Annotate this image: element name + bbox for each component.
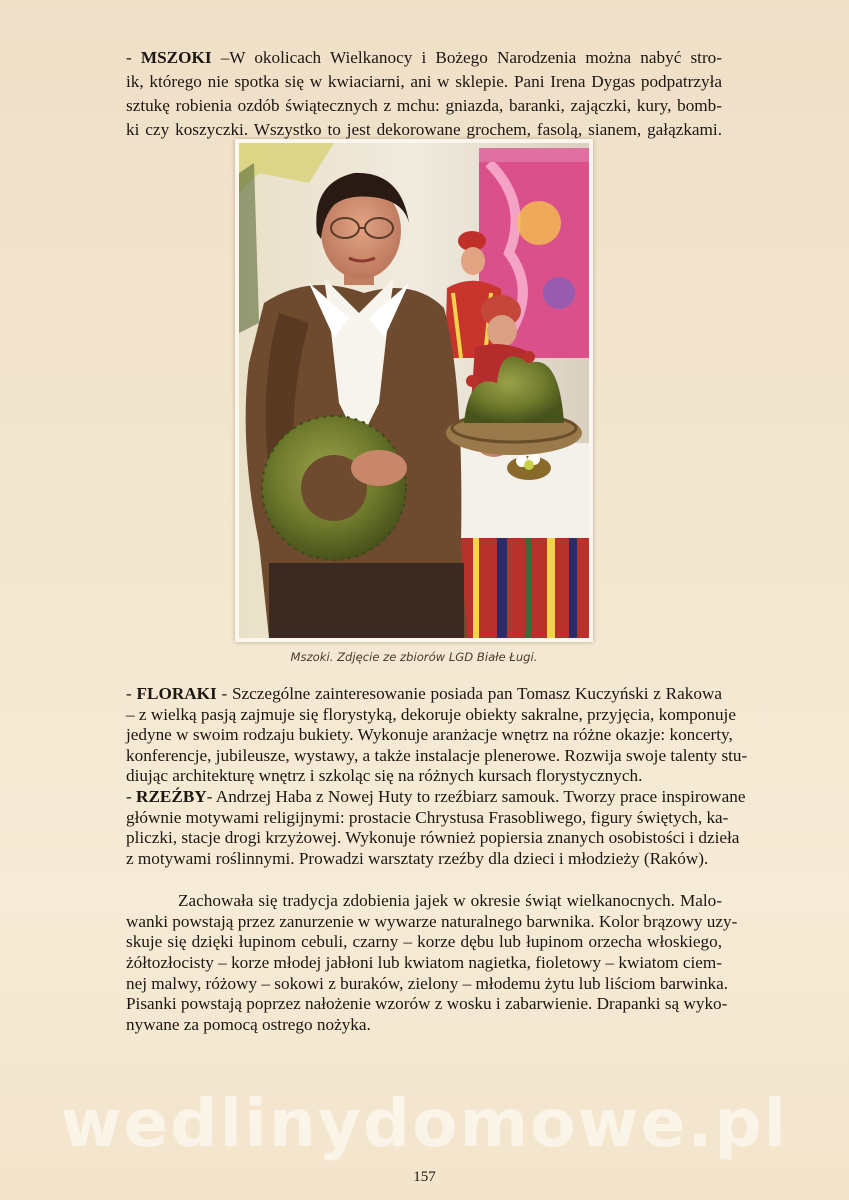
floraki-line-3: jedyne w swoim rodzaju bukiety. Wykonuje aranżacje wnętrz na różne okazje: koncerty, bbox=[126, 725, 733, 745]
rzezby-line-2: głównie motywami religijnymi: prostacie Chrystusa Frasobliwego, figury świętych, ka- bbox=[126, 807, 729, 827]
watermark: wedlinydomowe.pl bbox=[60, 1085, 789, 1162]
rzezby-line-1-text: - Andrzej Haba z Nowej Huty to rzeźbiarz samouk. Tworzy prace inspirowane bbox=[206, 786, 746, 806]
rzezby-line-1: - RZEŹBY- Andrzej Haba z Nowej Huty to rzeźbiarz samouk. Tworzy prace inspirowane bbox=[126, 786, 746, 806]
moss-wreath-icon bbox=[262, 416, 406, 560]
floraki-line-4: konferencje, jubileusze, wystawy, a także instalacje plenerowe. Rozwija swoje talenty stu- bbox=[126, 745, 748, 765]
floraki-line-5: diując architekturę wnętrz i szkoląc się na różnych kursach florystycznych. bbox=[126, 766, 643, 786]
floraki-heading: FLORAKI bbox=[136, 684, 217, 703]
mszoki-line-1-text: –W okolicach Wielkanocy i Bożego Narodzenia można nabyć stro- bbox=[220, 48, 722, 67]
easter-line-3: skuje się dzięki łupinom cebuli, czarny – korze dębu lub łupinom orzecha włoskiego, bbox=[126, 932, 722, 952]
rzezby-heading: RZEŹBY bbox=[136, 786, 207, 806]
photo-caption: Mszoki. Zdjęcie ze zbiorów LGD Białe Ługi. bbox=[290, 650, 538, 664]
easter-line-1: Zachowała się tradycja zdobienia jajek w okresie świąt wielkanocnych. Malo- bbox=[178, 891, 722, 910]
mszoki-line-2: ik, którego nie spotka się w kwiaciarni, ani w sklepie. Pani Irena Dygas podpatrzyła bbox=[126, 72, 722, 91]
mszoki-heading: MSZOKI bbox=[140, 48, 212, 67]
mszoki-line-1: - MSZOKI –W okolicach Wielkanocy i Bożego Narodzenia można nabyć stro- bbox=[126, 48, 722, 67]
rzezby-line-3: pliczki, stacje drogi krzyżowej. Wykonuje również popiersia znanych osobistości i dzieła bbox=[126, 828, 740, 848]
floraki-line-1: - FLORAKI - Szczególne zainteresowanie posiada pan Tomasz Kuczyński z Rakowa bbox=[126, 684, 723, 703]
floraki-line-1-text: - Szczególne zainteresowanie posiada pan Tomasz Kuczyński z Rakowa bbox=[221, 684, 723, 703]
easter-line-6: Pisanki powstają poprzez nałożenie wzorów z wosku i zabarwienie. Drapanki są wyko- bbox=[126, 994, 728, 1014]
floraki-line-2: – z wielką pasją zajmuje się florystyką, dekoruje obiekty sakralne, przyjęcia, komponuje bbox=[126, 704, 736, 724]
floraki-rzezby-paragraph bbox=[126, 684, 748, 869]
easter-line-7: nywane za pomocą ostrego nożyka. bbox=[126, 1015, 371, 1035]
mszoki-line-3: sztukę robienia ozdób świątecznych z mchu: gniazda, baranki, zajączki, kury, bomb- bbox=[126, 96, 722, 115]
easter-line-2: wanki powstają przez zanurzenie w wywarze naturalnego barwnika. Kolor brązowy uzy- bbox=[126, 911, 738, 931]
rzezby-line-4: z motywami roślinnymi. Prowadzi warsztaty rzeźby dla dzieci i młodzieży (Raków). bbox=[126, 848, 709, 868]
mszoki-photo bbox=[239, 143, 589, 638]
mszoki-paragraph bbox=[126, 46, 722, 142]
easter-line-5: nej malwy, różowy – sokowi z buraków, zielony – młodemu żytu lub liściom barwinka. bbox=[126, 973, 729, 993]
page-number: 157 bbox=[413, 1169, 436, 1185]
photo-illustration bbox=[239, 143, 589, 638]
easter-eggs-paragraph bbox=[126, 891, 738, 1036]
mszoki-line-4: ki czy koszyczki. Wszystko to jest dekorowane grochem, fasolą, sianem, gałązkami. bbox=[126, 120, 722, 139]
easter-line-4: żółtozłocisty – korze młodej jabłoni lub kwiatom nagietka, fioletowy – kwiatom ciem- bbox=[126, 953, 722, 973]
photo-frame bbox=[235, 139, 593, 642]
